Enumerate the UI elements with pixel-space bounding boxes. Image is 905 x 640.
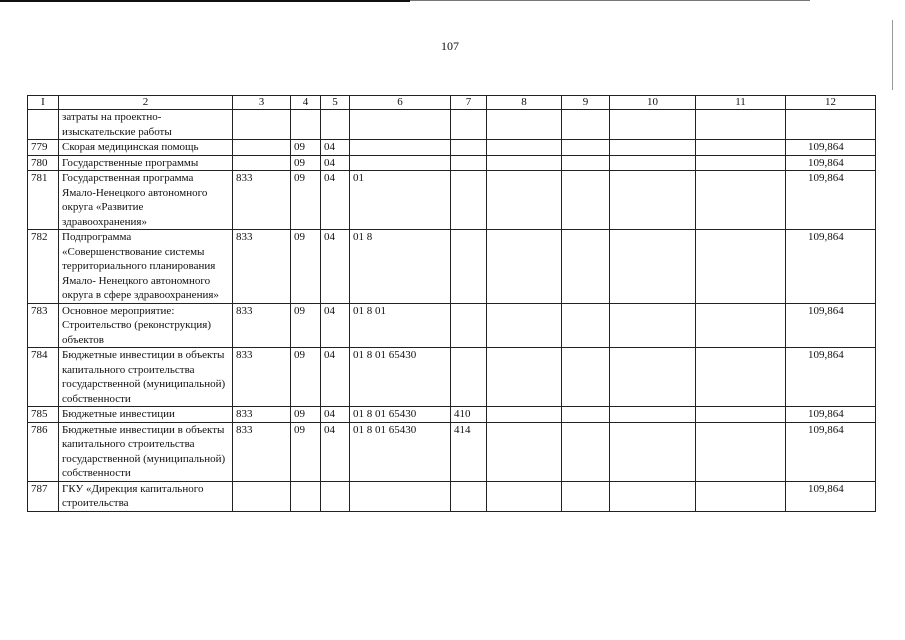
- row-col5: 04: [321, 140, 350, 156]
- row-col3: [233, 155, 291, 171]
- row-col12: 109,864: [786, 481, 876, 511]
- row-col7: [451, 303, 487, 348]
- row-col9: [562, 110, 610, 140]
- row-col8: [487, 171, 562, 230]
- row-number: 785: [28, 407, 59, 423]
- row-col4: 09: [291, 303, 321, 348]
- row-col11: [696, 110, 786, 140]
- row-number: 782: [28, 230, 59, 304]
- table-row: [28, 230, 876, 304]
- row-col9: [562, 407, 610, 423]
- row-col12: 109,864: [786, 407, 876, 423]
- row-number: 787: [28, 481, 59, 511]
- row-col11: [696, 140, 786, 156]
- row-col9: [562, 140, 610, 156]
- row-col8: [487, 481, 562, 511]
- row-number: 781: [28, 171, 59, 230]
- row-col12: 109,864: [786, 155, 876, 171]
- row-name: ГКУ «Дирекция капитального строительства: [59, 481, 233, 511]
- row-col7: [451, 230, 487, 304]
- row-col6: 01 8 01 65430: [350, 407, 451, 423]
- row-number: 780: [28, 155, 59, 171]
- row-col12: 109,864: [786, 230, 876, 304]
- row-col10: [610, 140, 696, 156]
- row-col9: [562, 155, 610, 171]
- row-col4: 09: [291, 171, 321, 230]
- row-col10: [610, 230, 696, 304]
- row-number: 783: [28, 303, 59, 348]
- table-row: [28, 348, 876, 407]
- row-col7: [451, 110, 487, 140]
- row-col6: 01 8 01 65430: [350, 422, 451, 481]
- row-col8: [487, 303, 562, 348]
- row-col9: [562, 481, 610, 511]
- row-name: затраты на проектно- изыскательские работы: [59, 110, 233, 140]
- row-col9: [562, 303, 610, 348]
- row-col6: [350, 110, 451, 140]
- row-col9: [562, 422, 610, 481]
- col-header-5: 5: [321, 96, 350, 110]
- col-header-7: 7: [451, 96, 487, 110]
- row-col3: 833: [233, 171, 291, 230]
- row-col10: [610, 422, 696, 481]
- table-row: [28, 422, 876, 481]
- row-number: 786: [28, 422, 59, 481]
- row-col11: [696, 422, 786, 481]
- row-col4: [291, 110, 321, 140]
- table-row: [28, 140, 876, 156]
- row-col5: 04: [321, 422, 350, 481]
- row-col5: 04: [321, 407, 350, 423]
- row-col11: [696, 303, 786, 348]
- row-col12: 109,864: [786, 140, 876, 156]
- col-header-6: 6: [350, 96, 451, 110]
- row-col6: [350, 155, 451, 171]
- row-col5: 04: [321, 348, 350, 407]
- col-header-4: 4: [291, 96, 321, 110]
- row-col12: 109,864: [786, 303, 876, 348]
- row-col11: [696, 230, 786, 304]
- row-name: Скорая медицинская помощь: [59, 140, 233, 156]
- row-col3: 833: [233, 422, 291, 481]
- table-row: [28, 407, 876, 423]
- row-col8: [487, 348, 562, 407]
- row-col7: [451, 171, 487, 230]
- row-col9: [562, 348, 610, 407]
- row-col4: [291, 481, 321, 511]
- row-col8: [487, 407, 562, 423]
- row-col10: [610, 481, 696, 511]
- row-col7: [451, 481, 487, 511]
- row-col4: 09: [291, 155, 321, 171]
- row-col3: 833: [233, 407, 291, 423]
- col-header-10: 10: [610, 96, 696, 110]
- row-col7: 410: [451, 407, 487, 423]
- row-col5: 04: [321, 303, 350, 348]
- row-col6: [350, 140, 451, 156]
- col-header-1: I: [28, 96, 59, 110]
- row-col3: [233, 110, 291, 140]
- row-col8: [487, 230, 562, 304]
- top-rule: [0, 0, 410, 2]
- row-col8: [487, 155, 562, 171]
- row-col7: [451, 155, 487, 171]
- row-col3: 833: [233, 303, 291, 348]
- col-header-2: 2: [59, 96, 233, 110]
- row-name: Государственная программа Ямало-Ненецкого автономного округа «Развитие здравоохранения»: [59, 171, 233, 230]
- row-col3: [233, 140, 291, 156]
- row-col3: 833: [233, 230, 291, 304]
- row-col12: 109,864: [786, 422, 876, 481]
- row-col9: [562, 230, 610, 304]
- table-row: [28, 171, 876, 230]
- row-number: 784: [28, 348, 59, 407]
- row-col6: 01 8: [350, 230, 451, 304]
- table-row: [28, 110, 876, 140]
- col-header-9: 9: [562, 96, 610, 110]
- row-col8: [487, 140, 562, 156]
- row-col10: [610, 348, 696, 407]
- row-col6: 01 8 01: [350, 303, 451, 348]
- row-col4: 09: [291, 348, 321, 407]
- row-col7: 414: [451, 422, 487, 481]
- header-row: [28, 96, 876, 110]
- row-col10: [610, 171, 696, 230]
- row-col3: [233, 481, 291, 511]
- row-col4: 09: [291, 140, 321, 156]
- table-row: [28, 155, 876, 171]
- page-number: 107: [441, 39, 459, 53]
- row-col12: 109,864: [786, 348, 876, 407]
- row-col12: [786, 110, 876, 140]
- row-col7: [451, 140, 487, 156]
- budget-table: [27, 95, 876, 512]
- row-col4: 09: [291, 422, 321, 481]
- row-col9: [562, 171, 610, 230]
- row-col10: [610, 303, 696, 348]
- row-col6: 01 8 01 65430: [350, 348, 451, 407]
- row-col5: 04: [321, 171, 350, 230]
- row-col6: 01: [350, 171, 451, 230]
- row-col12: 109,864: [786, 171, 876, 230]
- row-name: Бюджетные инвестиции в объекты капитального строительства государственной (муниципальной) собственности: [59, 348, 233, 407]
- row-col7: [451, 348, 487, 407]
- row-col11: [696, 348, 786, 407]
- row-col4: 09: [291, 407, 321, 423]
- col-header-12: 12: [786, 96, 876, 110]
- row-col11: [696, 481, 786, 511]
- table-row: [28, 481, 876, 511]
- row-name: Подпрограмма «Совершенствование системы территориального планирования Ямало- Ненецкого автономного округа в сфере здравоохранения»: [59, 230, 233, 304]
- row-number: 779: [28, 140, 59, 156]
- top-rule-thin: [410, 0, 810, 1]
- right-margin-rule: [892, 20, 893, 90]
- row-col11: [696, 407, 786, 423]
- row-col10: [610, 110, 696, 140]
- row-name: Основное мероприятие: Строительство (реконструкция) объектов: [59, 303, 233, 348]
- row-col6: [350, 481, 451, 511]
- table-body: [28, 96, 876, 512]
- col-header-8: 8: [487, 96, 562, 110]
- row-col8: [487, 422, 562, 481]
- row-name: Бюджетные инвестиции в объекты капитального строительства государственной (муниципальной) собственности: [59, 422, 233, 481]
- row-col10: [610, 407, 696, 423]
- col-header-3: 3: [233, 96, 291, 110]
- row-col3: 833: [233, 348, 291, 407]
- row-col5: 04: [321, 155, 350, 171]
- row-name: Государственные программы: [59, 155, 233, 171]
- row-col8: [487, 110, 562, 140]
- row-name: Бюджетные инвестиции: [59, 407, 233, 423]
- row-col5: 04: [321, 230, 350, 304]
- table-row: [28, 303, 876, 348]
- row-col5: [321, 481, 350, 511]
- row-col11: [696, 171, 786, 230]
- row-col10: [610, 155, 696, 171]
- row-number: [28, 110, 59, 140]
- row-col4: 09: [291, 230, 321, 304]
- row-col11: [696, 155, 786, 171]
- col-header-11: 11: [696, 96, 786, 110]
- row-col5: [321, 110, 350, 140]
